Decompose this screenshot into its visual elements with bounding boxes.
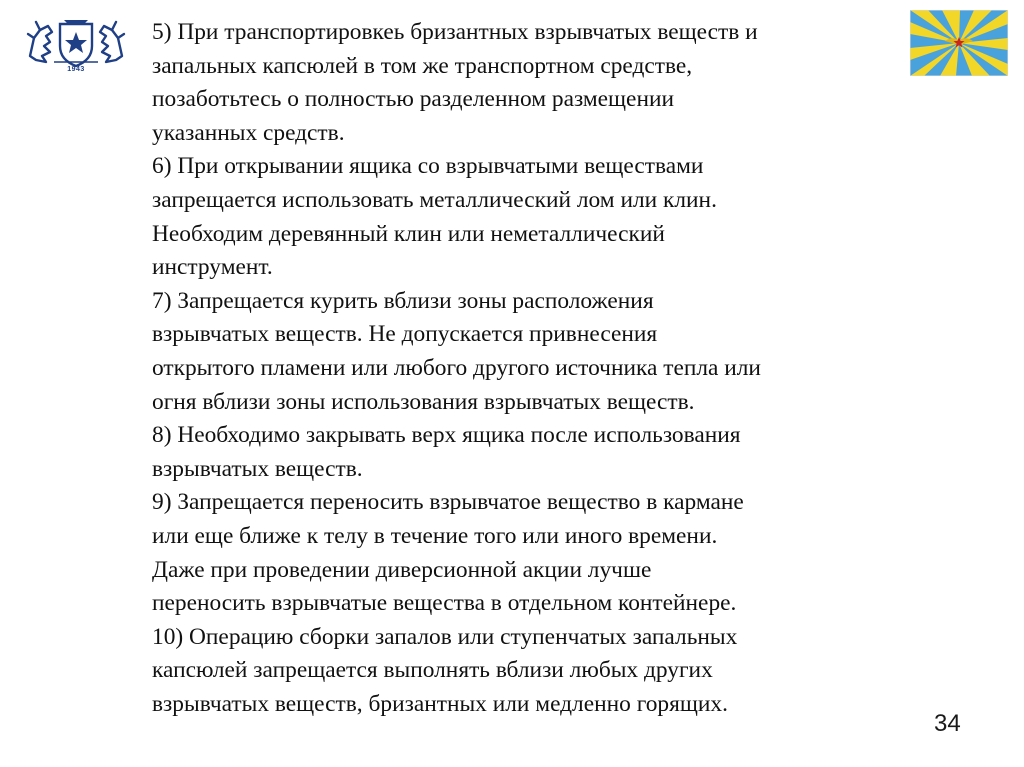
- text-line: или еще ближе к телу в течение того или иного времени.: [152, 522, 718, 549]
- text-line: 9) Запрещается переносить взрывчатое вещество в кармане: [152, 489, 744, 516]
- text-line: запальных капсюлей в том же транспортном средстве,: [152, 52, 693, 79]
- text-line: 10) Операцию сборки запалов или ступенчатых запальных: [152, 623, 738, 650]
- text-line: 6) При открывании ящика со взрывчатыми веществами: [152, 153, 704, 180]
- slide-text: [152, 16, 912, 721]
- text-line: 8) Необходимо закрывать верх ящика после использования: [152, 422, 741, 449]
- air-force-flag-icon: [910, 10, 1008, 76]
- text-line: взрывчатых веществ, бризантных или медленно горящих.: [152, 690, 728, 717]
- text-line: огня вблизи зоны использования взрывчатых веществ.: [152, 388, 695, 415]
- text-line: 5) При транспортировкеь бризантных взрывчатых веществ и: [152, 19, 758, 45]
- logo-year: 1943: [67, 66, 85, 73]
- page-number: 34: [934, 710, 961, 737]
- text-line: Даже при проведении диверсионной акции лучше: [152, 556, 652, 583]
- text-line: взрывчатых веществ.: [152, 455, 363, 482]
- text-line: открытого пламени или любого другого источника тепла или: [152, 354, 761, 381]
- text-line: Необходим деревянный клин или неметаллический: [152, 220, 665, 247]
- text-line: взрывчатых веществ. Не допускается привнесения: [152, 321, 658, 348]
- text-line: запрещается использовать металлический лом или клин.: [152, 186, 717, 213]
- text-line: позаботьтесь о полностью разделенном размещении: [152, 86, 674, 113]
- university-crest-icon: [24, 16, 128, 78]
- text-line: инструмент.: [152, 254, 273, 281]
- text-line: переносить взрывчатые вещества в отдельном контейнере.: [152, 590, 737, 617]
- text-line: указанных средств.: [152, 119, 345, 146]
- text-line: 7) Запрещается курить вблизи зоны расположения: [152, 287, 654, 314]
- text-line: капсюлей запрещается выполнять вблизи любых других: [152, 657, 713, 684]
